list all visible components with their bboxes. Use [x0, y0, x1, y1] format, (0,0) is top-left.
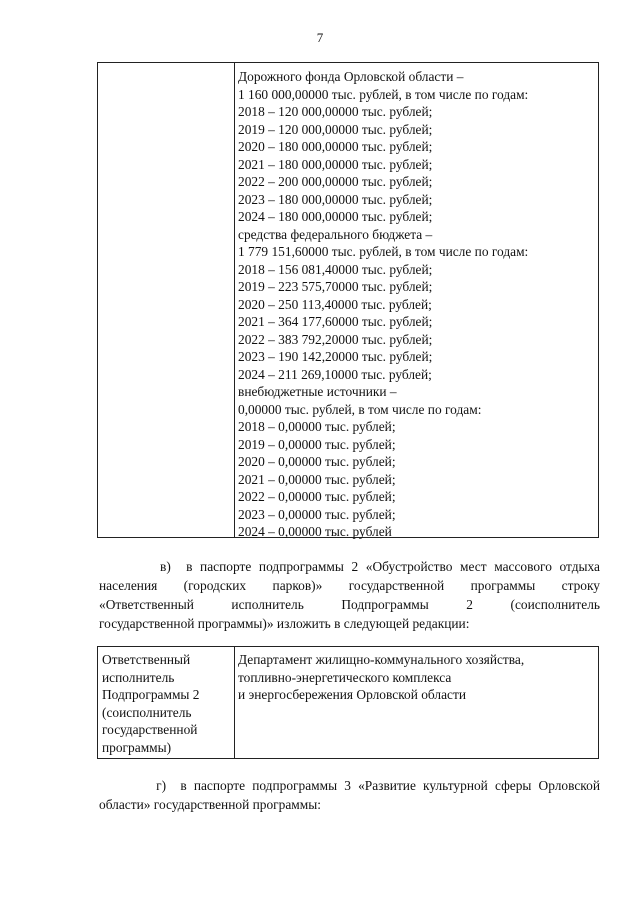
- table-line: 2018 – 156 081,40000 тыс. рублей;: [238, 261, 433, 277]
- table-label-cell: [102, 651, 199, 756]
- table-line: 2021 – 0,00000 тыс. рублей;: [238, 471, 396, 487]
- table-line: 2020 – 250 113,40000 тыс. рублей;: [238, 296, 432, 312]
- page-number: 7: [316, 30, 324, 45]
- paragraph-line: государственной программы)» изложить в следующей редакции:: [99, 616, 470, 631]
- table-line: 0,00000 тыс. рублей, в том числе по годам:: [238, 401, 482, 417]
- table-line: 2023 – 190 142,20000 тыс. рублей;: [238, 349, 433, 364]
- table-column-divider: [234, 63, 235, 537]
- paragraph-g: [99, 776, 600, 814]
- table-line: 2018 – 0,00000 тыс. рублей;: [238, 419, 396, 434]
- table-line: 2022 – 383 792,20000 тыс. рублей;: [238, 331, 433, 347]
- table-line: 2024 – 180 000,00000 тыс. рублей;: [238, 209, 433, 224]
- table-line: (соисполнитель: [102, 704, 192, 720]
- table-line: 2023 – 0,00000 тыс. рублей;: [238, 506, 396, 522]
- paragraph-line: области» государственной программы:: [99, 797, 321, 812]
- table-line: 2019 – 223 575,70000 тыс. рублей;: [238, 279, 433, 294]
- table-line: 2018 – 120 000,00000 тыс. рублей;: [238, 104, 433, 119]
- table-line: Дорожного фонда Орловской области –: [238, 69, 464, 84]
- funding-table-cell: [238, 68, 528, 541]
- paragraph-line: населения (городских парков)» государственной программы строку: [99, 578, 600, 593]
- table-line: 2024 – 0,00000 тыс. рублей: [238, 524, 392, 539]
- paragraph-line: г) в паспорте подпрограммы 3 «Развитие культурной сферы Орловской: [99, 778, 600, 793]
- paragraph-line: «Ответственный исполнитель Подпрограммы 2 (соисполнитель: [99, 597, 600, 612]
- table-line: Подпрограммы 2: [102, 687, 200, 702]
- table-line: 2022 – 200 000,00000 тыс. рублей;: [238, 174, 433, 189]
- table-line: и энергосбережения Орловской области: [238, 687, 466, 702]
- table-line: 1 160 000,00000 тыс. рублей, в том числе по годам:: [238, 86, 529, 102]
- table-line: 2022 – 0,00000 тыс. рублей;: [238, 489, 396, 504]
- table-line: 2020 – 0,00000 тыс. рублей;: [238, 454, 396, 469]
- paragraph-line: в) в паспорте подпрограммы 2 «Обустройство мест массового отдыха: [99, 559, 600, 574]
- table-line: средства федерального бюджета –: [238, 226, 433, 242]
- table-column-divider: [234, 647, 235, 758]
- responsible-executor-table: [97, 646, 599, 759]
- table-line: 2019 – 0,00000 тыс. рублей;: [238, 436, 396, 452]
- table-line: программы): [102, 739, 172, 755]
- table-line: топливно-энергетического комплекса: [238, 669, 452, 685]
- table-value-cell: [238, 651, 524, 704]
- table-line: 2019 – 120 000,00000 тыс. рублей;: [238, 121, 433, 137]
- table-line: 2024 – 211 269,10000 тыс. рублей;: [238, 366, 432, 382]
- funding-table: [97, 62, 599, 538]
- table-line: 1 779 151,60000 тыс. рублей, в том числе по годам:: [238, 244, 529, 259]
- table-line: 2023 – 180 000,00000 тыс. рублей;: [238, 191, 433, 207]
- table-line: 2021 – 180 000,00000 тыс. рублей;: [238, 156, 433, 172]
- table-line: исполнитель: [102, 669, 175, 685]
- paragraph-v: [99, 557, 600, 633]
- table-line: Департамент жилищно-коммунального хозяйства,: [238, 652, 525, 667]
- table-line: 2021 – 364 177,60000 тыс. рублей;: [238, 314, 433, 329]
- table-line: государственной: [102, 722, 198, 737]
- table-line: внебюджетные источники –: [238, 384, 397, 399]
- table-line: Ответственный: [102, 652, 191, 667]
- table-line: 2020 – 180 000,00000 тыс. рублей;: [238, 139, 433, 154]
